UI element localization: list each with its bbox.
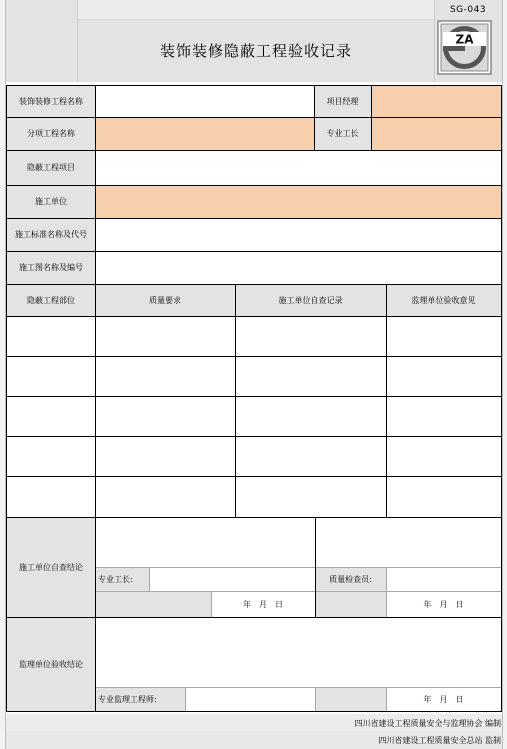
contractor-value-bg <box>95 185 501 218</box>
column-header-self-check: 施工单位自查记录 <box>278 295 343 305</box>
project-manager-label: 项目经理 <box>326 97 359 106</box>
document-code: SG-043 <box>449 5 487 15</box>
hidden-items-label: 隐蔽工程项目 <box>27 163 75 172</box>
acceptance-table <box>6 85 502 712</box>
drawing-label: 施工图名称及编号 <box>19 263 83 272</box>
self-check-conclusion-label: 施工单位自查结论 <box>19 562 83 572</box>
header-left-panel <box>6 0 78 82</box>
contractor-label: 施工单位 <box>35 197 67 206</box>
logo-icon <box>437 20 492 75</box>
logo-text: ZA <box>455 32 474 47</box>
foreman-value-bg <box>371 117 501 150</box>
column-header-supervision: 监理单位验收意见 <box>411 295 476 305</box>
column-header-quality: 质量要求 <box>149 295 181 305</box>
column-header-location: 隐蔽工程部位 <box>27 295 75 305</box>
footer-compiled-by: 四川省建设工程质量安全与监理协会 编制 <box>354 719 501 728</box>
sub-project-name-label: 分项工程名称 <box>27 129 75 138</box>
foreman-label: 专业工长 <box>326 129 359 138</box>
super-date-left-bg <box>315 687 386 711</box>
standard-label: 施工标准名称及代号 <box>15 230 87 239</box>
self-foreman-label: 专业工长: <box>98 574 133 584</box>
footer-supervised-by: 四川省建设工程质量安全总站 监制 <box>378 736 501 745</box>
header-top-strip <box>78 0 434 20</box>
self-date-right-bg <box>315 591 386 617</box>
sub-project-value-bg <box>95 117 314 150</box>
self-date-left-bg <box>95 591 211 617</box>
page-title: 装饰装修隐蔽工程验收记录 <box>159 42 352 60</box>
supervision-date: 年 月 日 <box>423 694 464 704</box>
page-right-edge <box>502 0 507 749</box>
supervision-conclusion-label: 监理单位验收结论 <box>19 659 83 669</box>
supervision-engineer-label: 专业监理工程师: <box>98 694 157 704</box>
project-name-label: 装饰装修工程名称 <box>19 97 83 106</box>
self-foreman-date: 年 月 日 <box>243 599 283 609</box>
manager-value-bg <box>371 86 501 117</box>
self-inspector-label: 质量检查员: <box>329 574 372 584</box>
self-inspector-date: 年 月 日 <box>423 599 464 609</box>
